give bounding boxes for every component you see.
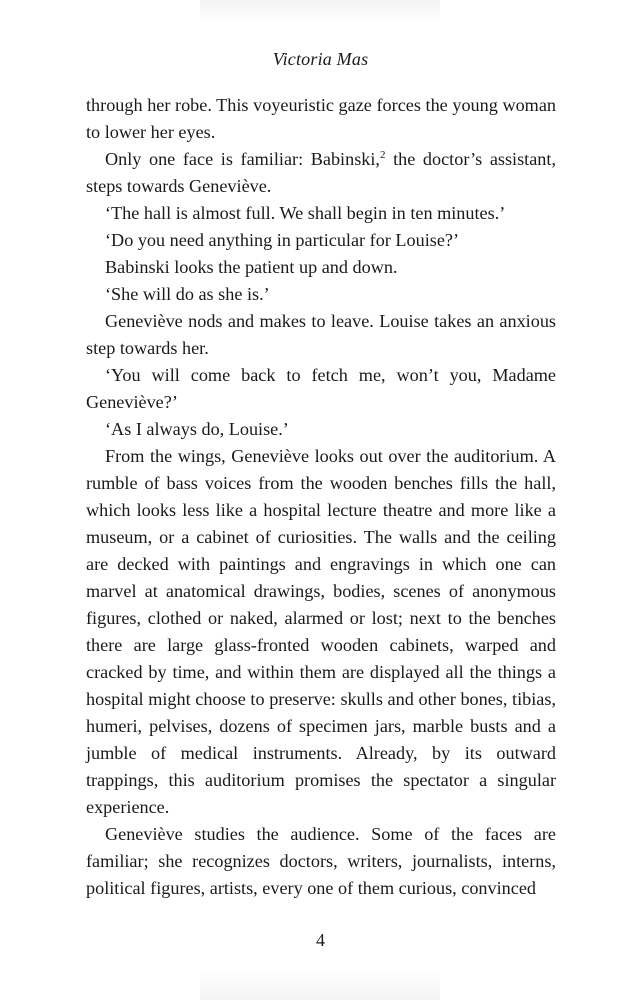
paragraph: Geneviève nods and makes to leave. Louise takes an anxious step towards her. [86, 311, 556, 358]
footnote-marker: 2 [379, 149, 386, 161]
body-text [86, 92, 556, 902]
paragraph [86, 146, 556, 200]
running-head: Victoria Mas [272, 49, 369, 69]
paragraph: ‘Do you need anything in particular for Louise?’ [105, 230, 460, 250]
paragraph: ‘You will come back to fetch me, won’t you, Madame Geneviève?’ [86, 365, 556, 412]
paragraph: Babinski looks the patient up and down. [105, 257, 398, 277]
page-shadow-top [200, 0, 440, 20]
paragraph: Geneviève studies the audience. Some of the faces are familiar; she recognizes doctors, writers, journalists, interns, political figures, artists, every one of them curious, convinced [86, 824, 556, 898]
paragraph: ‘The hall is almost full. We shall begin in ten minutes.’ [105, 203, 506, 223]
paragraph-text: the doctor’s assistant, steps towards Geneviève. [86, 149, 556, 196]
paragraph: From the wings, Geneviève looks out over the auditorium. A rumble of bass voices from the wooden benches fills the hall, which looks less like a hospital lecture theatre and more like a museum, or a cabinet of curiosities. The walls and the ceiling are decked with paintings and engravings in which one can marvel at anatomical drawings, bodies, scenes of anonymous figures, clothed or naked, alarmed or lost; next to the benches there are large glass-fronted wooden cabinets, warped and cracked by time, and within them are displayed all the things a hospital might choose to preserve: skulls and other bones, tibias, humeri, pelvises, dozens of specimen jars, marble busts and a jumble of medical instruments. Already, by its outward trappings, this auditorium promises the spectator a singular experience. [86, 446, 556, 817]
page-number: 4 [316, 930, 325, 950]
paragraph-text: Only one face is familiar: Babinski, [105, 149, 380, 169]
paragraph: ‘As I always do, Louise.’ [105, 419, 289, 439]
page-shadow-bottom [200, 970, 440, 1000]
paragraph: through her robe. This voyeuristic gaze forces the young woman to lower her eyes. [86, 95, 556, 142]
paragraph: ‘She will do as she is.’ [105, 284, 270, 304]
